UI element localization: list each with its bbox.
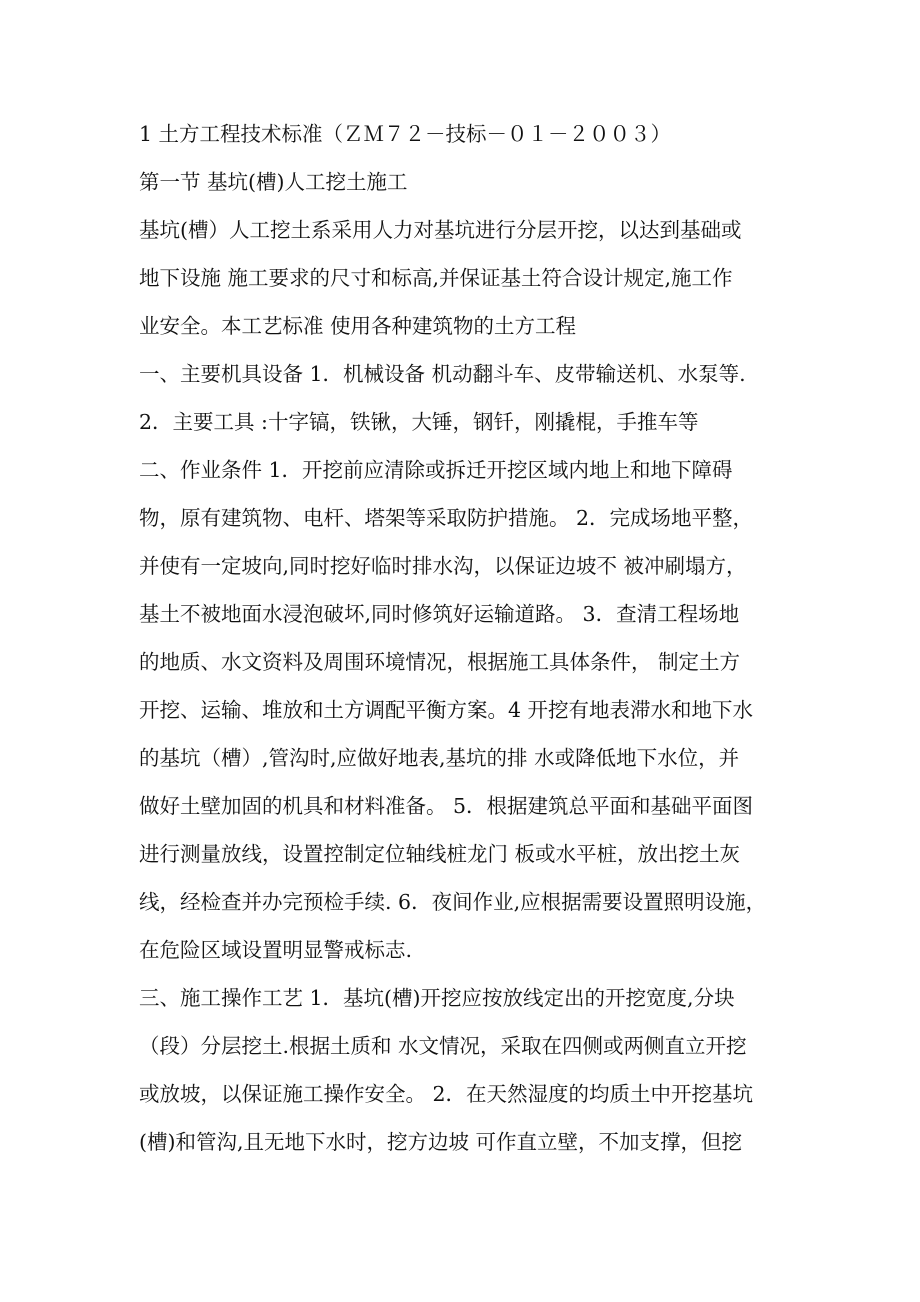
paragraph-line: 线，经检查并办完预检手续. 6．夜间作业,应根据需要设置照明设施， xyxy=(139,890,767,914)
paragraph-line: 的地质、水文资料及周围环境情况，根据施工具体条件， 制定土方 xyxy=(139,650,741,674)
paragraph-line: 做好土壁加固的机具和材料准备。 5．根据建筑总平面和基础平面图 xyxy=(139,794,754,818)
paragraph-line: （段）分层挖土.根据土质和 水文情况，采取在四侧或两侧直立开挖 xyxy=(139,1034,747,1058)
paragraph-line: 地下设施 施工要求的尺寸和标高,并保证基土符合设计规定,施工作 xyxy=(139,266,733,290)
paragraph-line: 并使有一定坡向,同时挖好临时排水沟，以保证边坡不 被冲刷塌方， xyxy=(139,554,747,578)
paragraph-line: 一、主要机具设备 1．机械设备 机动翻斗车、皮带输送机、水泵等. xyxy=(139,362,746,386)
paragraph-line: 的基坑（槽）,管沟时,应做好地表,基坑的排 水或降低地下水位，并 xyxy=(139,746,740,770)
paragraph-line: 物，原有建筑物、电杆、塔架等采取防护措施。 2．完成场地平整， xyxy=(139,506,754,530)
paragraph-line: (槽)和管沟,且无地下水时，挖方边坡 可作直立壁，不加支撑，但挖 xyxy=(139,1130,743,1154)
paragraph-line: 或放坡，以保证施工操作安全。 2．在天然湿度的均质土中开挖基坑 xyxy=(139,1082,754,1106)
paragraph-line: 开挖、运输、堆放和土方调配平衡方案。4 开挖有地表滞水和地下水 xyxy=(139,698,754,722)
paragraph-line: 基土不被地面水浸泡破坏,同时修筑好运输道路。 3．查清工程场地 xyxy=(139,602,740,626)
paragraph-line: 三、施工操作工艺 1．基坑(槽)开挖应按放线定出的开挖宽度,分块 xyxy=(139,986,735,1010)
section-heading: 第一节 基坑(槽)人工挖土施工 xyxy=(139,170,408,194)
paragraph-line: 在危险区域设置明显警戒标志. xyxy=(139,938,413,962)
paragraph-line: 2．主要工具 :十字镐，铁锹，大锤，钢钎，刚撬棍，手推车等 xyxy=(139,410,699,434)
paragraph-line: 二、作业条件 1．开挖前应清除或拆迁开挖区域内地上和地下障碍 xyxy=(139,458,733,482)
document-title: 1 土方工程技术标准（ＺＭ７２－技标－０１－２００３） xyxy=(139,122,672,146)
paragraph-line: 业安全。本工艺标准 使用各种建筑物的土方工程 xyxy=(139,314,577,338)
paragraph-line: 进行测量放线，设置控制定位轴线桩龙门 板或水平桩，放出挖土灰 xyxy=(139,842,741,866)
paragraph-line: 基坑(槽）人工挖土系采用人力对基坑进行分层开挖，以达到基础或 xyxy=(139,218,742,242)
